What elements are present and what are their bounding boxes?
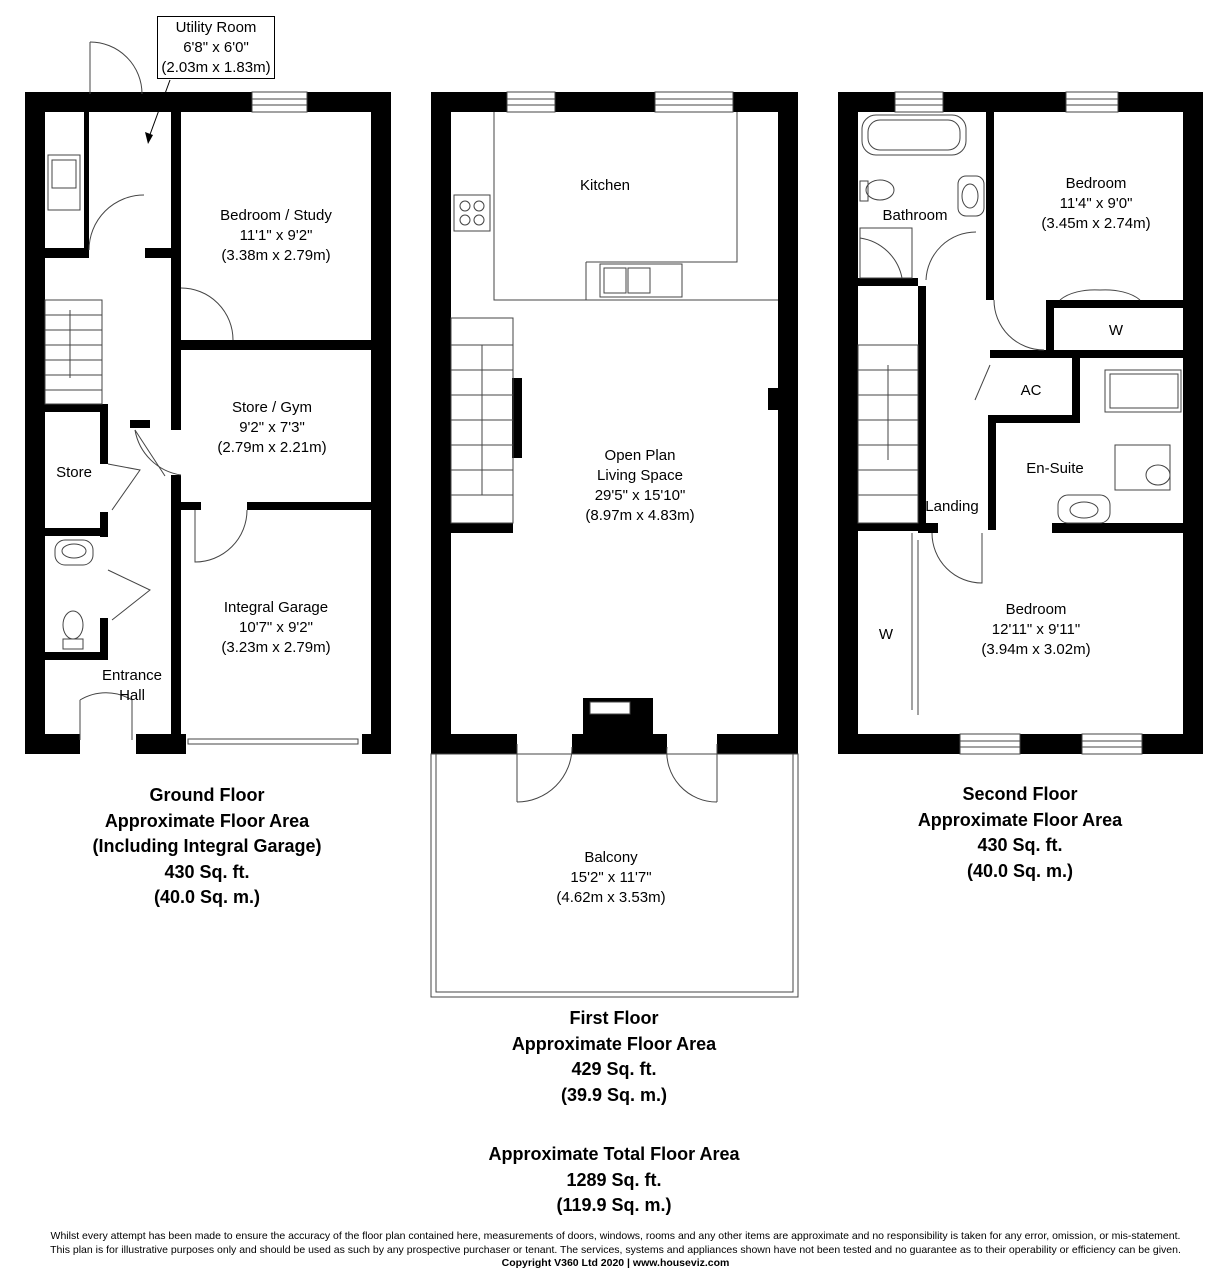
first-floor-title: First Floor <box>569 1008 659 1028</box>
store-gym-name: Store / Gym <box>231 399 313 416</box>
integral-garage-size-imperial: 10'7" x 9'2" <box>239 619 313 636</box>
bedroom-rear-name: Bedroom <box>1065 175 1127 192</box>
ground-floor-area-label: Approximate Floor Area <box>104 810 310 831</box>
integral-garage-size-metric: (3.23m x 2.79m) <box>221 639 331 656</box>
ground-floor-sqft: 430 Sq. ft. <box>164 861 250 882</box>
copyright-notice: Copyright V360 Ltd 2020 | www.houseviz.com <box>501 1257 730 1269</box>
kitchen-label <box>580 176 630 196</box>
bedroom-front-size-imperial: 12'11" x 9'11" <box>991 621 1081 638</box>
store-gym-label <box>217 398 326 458</box>
en-suite-name: En-Suite <box>1026 460 1084 477</box>
wardrobe-upper-name: W <box>1108 322 1124 339</box>
bathroom-name: Bathroom <box>882 207 948 224</box>
store-name: Store <box>56 464 92 481</box>
ground-floor-note: (Including Integral Garage) <box>92 836 322 856</box>
second-floor-summary <box>918 782 1122 884</box>
utility-room-size-imperial: 6'8" x 6'0" <box>183 39 249 56</box>
landing-label <box>925 497 978 517</box>
balcony-name: Balcony <box>584 849 638 866</box>
first-floor-area-label: Approximate Floor Area <box>511 1033 717 1054</box>
balcony-size-imperial: 15'2" x 11'7" <box>570 869 652 886</box>
utility-room-pointer-arrow <box>140 78 180 148</box>
integral-garage-label <box>221 598 330 658</box>
bedroom-rear-size-metric: (3.45m x 2.74m) <box>1041 215 1151 232</box>
bedroom-rear-label <box>1041 174 1150 234</box>
bedroom-study-size-metric: (3.38m x 2.79m) <box>221 247 331 264</box>
total-area-label: Approximate Total Floor Area <box>488 1144 740 1164</box>
bedroom-rear-size-imperial: 11'4" x 9'0" <box>1059 195 1133 212</box>
entrance-hall-line1: Entrance <box>101 667 163 684</box>
disclaimer-line2: This plan is for illustrative purposes only and should be used as such by any prospective purchaser or tenant. The services, systems and appliances shown have not been tested and no guarantee as to their operability or efficiency can be given. <box>50 1243 1181 1256</box>
balcony-size-metric: (4.62m x 3.53m) <box>556 889 666 906</box>
disclaimer-line1: Whilst every attempt has been made to ensure the accuracy of the floor plan contained here, measurements of doors, windows, rooms and any other items are approximate and no responsibility is taken for any error, omission, or mis-statement. <box>50 1230 1181 1242</box>
store-gym-size-imperial: 9'2" x 7'3" <box>239 419 305 436</box>
bedroom-front-label <box>981 600 1090 660</box>
store-label <box>56 463 92 483</box>
entrance-hall-line2: Hall <box>119 687 145 704</box>
ground-floor-sqm: (40.0 Sq. m.) <box>153 887 261 907</box>
ac-name: AC <box>1020 382 1042 399</box>
bedroom-study-name: Bedroom / Study <box>220 207 332 224</box>
utility-room-name: Utility Room <box>175 19 257 36</box>
ground-floor-title: Ground Floor <box>149 785 265 805</box>
ac-label <box>1021 381 1042 401</box>
first-floor-summary <box>512 1006 716 1108</box>
total-area-sqm: (119.9 Sq. m.) <box>556 1195 672 1215</box>
open-plan-line1: Open Plan <box>604 447 676 464</box>
open-plan-size-metric: (8.97m x 4.83m) <box>585 507 695 524</box>
kitchen-name: Kitchen <box>579 177 631 194</box>
second-floor-sqft: 430 Sq. ft. <box>977 835 1063 855</box>
utility-room-size-metric: (2.03m x 1.83m) <box>161 59 271 76</box>
store-gym-size-metric: (2.79m x 2.21m) <box>217 439 327 456</box>
integral-garage-name: Integral Garage <box>223 599 329 616</box>
entrance-hall-label <box>102 666 162 706</box>
bedroom-study-size-imperial: 11'1" x 9'2" <box>239 227 313 244</box>
en-suite-label <box>1026 459 1084 479</box>
wardrobe-lower-name: W <box>878 626 894 643</box>
total-floor-area-summary <box>488 1142 739 1219</box>
open-plan-line2: Living Space <box>597 467 683 484</box>
disclaimer <box>0 1230 1231 1271</box>
bedroom-front-size-metric: (3.94m x 3.02m) <box>981 641 1091 658</box>
second-floor-title: Second Floor <box>962 784 1078 804</box>
first-floor-sqm: (39.9 Sq. m.) <box>560 1084 668 1105</box>
bathroom-label <box>882 206 947 226</box>
ground-floor-summary <box>92 783 321 911</box>
open-plan-label <box>585 446 694 526</box>
bedroom-front-name: Bedroom <box>1005 601 1067 618</box>
open-plan-size-imperial: 29'5" x 15'10" <box>594 487 686 504</box>
second-floor-sqm: (40.0 Sq. m.) <box>966 860 1074 881</box>
balcony-label <box>556 848 665 908</box>
wardrobe-upper-label <box>1109 321 1123 341</box>
total-area-sqft: 1289 Sq. ft. <box>566 1169 662 1190</box>
wardrobe-lower-label <box>879 625 893 645</box>
second-floor-area-label: Approximate Floor Area <box>917 809 1123 830</box>
bedroom-study-label <box>220 206 332 266</box>
landing-name: Landing <box>925 498 979 515</box>
utility-room-label <box>161 18 270 78</box>
first-floor-sqft: 429 Sq. ft. <box>571 1059 657 1079</box>
